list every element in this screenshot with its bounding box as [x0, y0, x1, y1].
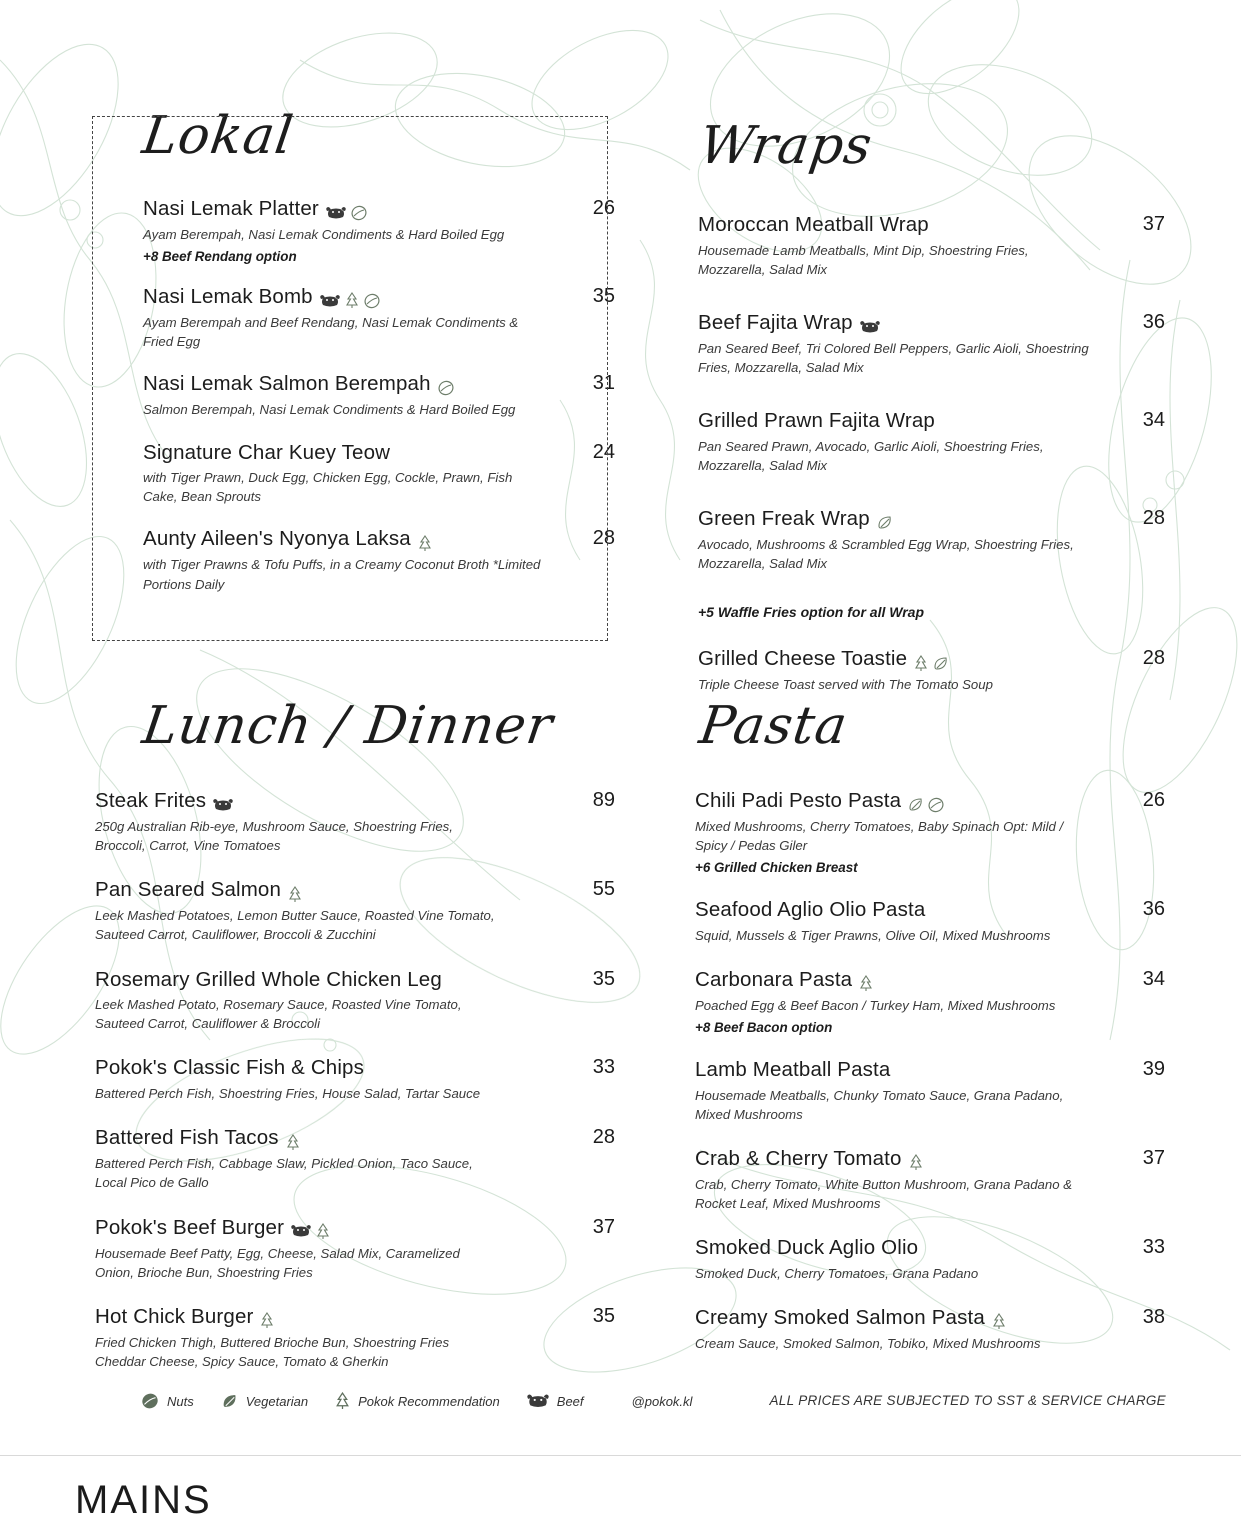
- item-name: Pokok's Classic Fish & Chips: [95, 1056, 364, 1080]
- item-description: Poached Egg & Beef Bacon / Turkey Ham, Mixed Mushrooms: [695, 998, 1056, 1014]
- item-name: Beef Fajita Wrap: [698, 310, 853, 334]
- item-description: Pan Seared Prawn, Avocado, Garlic Aioli, Shoestring Fries, Mozzarella, Salad Mix: [698, 438, 1044, 473]
- item-name: Carbonara Pasta: [695, 968, 853, 992]
- leaf-icon: [220, 1392, 239, 1410]
- menu-item[interactable]: [695, 1305, 1165, 1353]
- item-price: 28: [1142, 647, 1165, 670]
- menu-item[interactable]: [95, 1304, 615, 1371]
- item-price: 31: [592, 372, 615, 395]
- menu-item[interactable]: [695, 1057, 1165, 1124]
- cow-icon: [859, 320, 881, 334]
- menu-item[interactable]: [95, 788, 615, 855]
- legend-label: Nuts: [167, 1393, 194, 1409]
- item-name: Grilled Prawn Fajita Wrap: [698, 409, 935, 433]
- item-name: Green Freak Wrap: [698, 507, 870, 531]
- menu-item[interactable]: [698, 506, 1165, 573]
- item-name: Rosemary Grilled Whole Chicken Leg: [95, 967, 442, 991]
- menu-item[interactable]: [698, 408, 1165, 475]
- item-name: Grilled Cheese Toastie: [698, 647, 908, 671]
- item-price: 34: [1142, 409, 1165, 432]
- item-note: +8 Beef Rendang option: [143, 249, 297, 265]
- leaf-icon: [876, 514, 893, 531]
- item-price: 33: [592, 1056, 615, 1079]
- menu-item[interactable]: [95, 1215, 615, 1282]
- lunch-dinner-section: [95, 696, 615, 1393]
- item-icons: [907, 796, 948, 813]
- item-note: +6 Grilled Chicken Breast: [695, 860, 858, 876]
- item-description: with Tiger Prawn, Duck Egg, Chicken Egg, Cockle, Prawn, Fish Cake, Bean Sprouts: [143, 470, 513, 505]
- legend-label: Vegetarian: [245, 1393, 309, 1409]
- tree-icon: [334, 1392, 351, 1410]
- pasta-section: [695, 696, 1165, 1375]
- legend-entry-vegetarian: [220, 1392, 308, 1410]
- item-price: 26: [592, 197, 615, 219]
- menu-item[interactable]: [95, 877, 615, 944]
- leaf-icon: [907, 796, 924, 813]
- item-description: Mixed Mushrooms, Cherry Tomatoes, Baby Spinach Opt: Mild / Spicy / Pedas Giler: [695, 819, 1064, 854]
- pasta-item-list: [695, 788, 1165, 1353]
- cow-icon: [212, 798, 234, 812]
- item-name: Seafood Aglio Olio Pasta: [695, 898, 926, 922]
- wraps-item-list: [698, 212, 1165, 695]
- legend-entry-beef: [526, 1393, 584, 1409]
- item-description: Leek Mashed Potato, Rosemary Sauce, Roasted Vine Tomato, Sauteed Carrot, Cauliflower & Broccoli: [95, 997, 462, 1032]
- cow-icon: [290, 1224, 312, 1238]
- cow-icon: [526, 1393, 550, 1409]
- item-name: Hot Chick Burger: [95, 1304, 254, 1328]
- item-description: Ayam Berempah and Beef Rendang, Nasi Lemak Condiments & Fried Egg: [143, 315, 519, 350]
- item-icons: [290, 1223, 334, 1240]
- section-title-wraps: Wraps: [695, 116, 877, 176]
- menu-item[interactable]: [698, 310, 1165, 377]
- menu-item[interactable]: [695, 788, 1165, 875]
- item-name: Creamy Smoked Salmon Pasta: [695, 1306, 985, 1330]
- item-price: 35: [592, 285, 615, 308]
- tree-icon: [913, 655, 929, 672]
- item-description: Battered Perch Fish, Cabbage Slaw, Pickled Onion, Taco Sauce, Local Pico de Gallo: [95, 1156, 473, 1191]
- lunch-dinner-item-list: [95, 788, 615, 1371]
- item-price: 38: [1142, 1306, 1165, 1329]
- item-price: 39: [1142, 1058, 1165, 1081]
- item-name: Battered Fish Tacos: [95, 1126, 279, 1150]
- item-price: 28: [1142, 507, 1165, 530]
- item-icons: [287, 885, 306, 902]
- item-price: 36: [1142, 898, 1165, 921]
- item-price: 37: [592, 1215, 615, 1238]
- item-description: Cream Sauce, Smoked Salmon, Tobiko, Mixed Mushrooms: [695, 1336, 1041, 1352]
- item-price: 89: [592, 789, 615, 811]
- item-price: 24: [592, 440, 615, 463]
- item-icons: [285, 1133, 304, 1150]
- item-name: Lamb Meatball Pasta: [695, 1058, 891, 1082]
- wraps-section-note: +5 Waffle Fries option for all Wrap: [698, 604, 924, 621]
- item-description: Pan Seared Beef, Tri Colored Bell Peppers, Garlic Aioli, Shoestring Fries, Mozzarella, Salad Mix: [698, 340, 1089, 376]
- tree-icon: [315, 1223, 331, 1240]
- item-description: Housemade Meatballs, Chunky Tomato Sauce, Grana Padano, Mixed Mushrooms: [695, 1087, 1064, 1122]
- item-icons: [212, 796, 237, 813]
- item-description: Triple Cheese Toast served with The Tomato Soup: [698, 677, 993, 693]
- item-description: Salmon Berempah, Nasi Lemak Condiments & Hard Boiled Egg: [143, 402, 516, 418]
- item-name: Aunty Aileen's Nyonya Laksa: [143, 527, 411, 551]
- menu-item[interactable]: [95, 1055, 615, 1103]
- item-price: 28: [592, 527, 615, 550]
- menu-item[interactable]: [695, 967, 1165, 1035]
- menu-item[interactable]: [695, 1146, 1165, 1213]
- item-description: Avocado, Mushrooms & Scrambled Egg Wrap, Shoestring Fries, Mozzarella, Salad Mix: [698, 537, 1074, 572]
- item-description: Ayam Berempah, Nasi Lemak Condiments & Hard Boiled Egg: [143, 227, 505, 242]
- item-icons: [991, 1313, 1010, 1330]
- item-description: Housemade Beef Patty, Egg, Cheese, Salad Mix, Caramelized Onion, Brioche Bun, Shoestring Fries: [95, 1245, 460, 1280]
- menu-item[interactable]: [695, 897, 1165, 945]
- item-icons: [876, 514, 896, 531]
- item-description: Fried Chicken Thigh, Buttered Brioche Bun, Shoestring Fries Cheddar Cheese, Spicy Sauce, Tomato & Gherkin: [95, 1334, 450, 1369]
- item-name: Nasi Lemak Bomb: [143, 285, 313, 309]
- tree-icon: [908, 1154, 924, 1171]
- item-name: Crab & Cherry Tomato: [695, 1147, 902, 1171]
- sst-disclaimer: ALL PRICES ARE SUBJECTED TO SST & SERVICE CHARGE: [769, 1393, 1166, 1408]
- item-price: 35: [592, 967, 615, 990]
- section-title-lunch-dinner: Lunch / Dinner: [138, 696, 557, 756]
- item-icons: [858, 975, 877, 992]
- item-name: Steak Frites: [95, 789, 207, 812]
- item-name: Nasi Lemak Platter: [143, 197, 319, 220]
- item-description: Housemade Lamb Meatballs, Mint Dip, Shoestring Fries, Mozzarella, Salad Mix: [698, 242, 1029, 277]
- menu-item[interactable]: [695, 1235, 1165, 1283]
- item-description: Crab, Cherry Tomato, White Button Mushroom, Grana Padano & Rocket Leaf, Mixed Mushrooms: [695, 1177, 1072, 1212]
- footer-divider: [0, 1455, 1241, 1456]
- item-icons: [259, 1312, 278, 1329]
- item-description: 250g Australian Rib-eye, Mushroom Sauce, Shoestring Fries, Broccoli, Carrot, Vine Tomatoes: [95, 819, 453, 854]
- item-price: 35: [592, 1304, 615, 1327]
- wraps-section: [695, 116, 1165, 726]
- section-title-lokal: Lokal: [138, 106, 298, 166]
- legend-entry-recommendation: [334, 1392, 500, 1410]
- leaf-icon: [932, 655, 949, 672]
- legend-label: Beef: [556, 1393, 584, 1409]
- tree-icon: [991, 1313, 1007, 1330]
- legend-label: Pokok Recommendation: [358, 1393, 500, 1409]
- item-price: 26: [1142, 789, 1165, 811]
- item-name: Moroccan Meatball Wrap: [698, 213, 929, 236]
- item-icons: [859, 318, 884, 335]
- item-description: Smoked Duck, Cherry Tomatoes, Grana Padano: [695, 1266, 979, 1281]
- item-description: Battered Perch Fish, Shoestring Fries, House Salad, Tartar Sauce: [95, 1086, 481, 1102]
- menu-item[interactable]: [95, 967, 615, 1034]
- tree-icon: [287, 886, 303, 903]
- page-title: MAINS: [75, 1478, 212, 1522]
- legend: [140, 1392, 692, 1410]
- item-name: Chili Padi Pesto Pasta: [695, 789, 902, 812]
- item-icons: [913, 654, 952, 671]
- item-note: +8 Beef Bacon option: [695, 1020, 833, 1036]
- tree-icon: [858, 975, 874, 992]
- item-price: 37: [1142, 213, 1165, 235]
- item-name: Signature Char Kuey Teow: [143, 440, 391, 464]
- nut-icon: [927, 797, 945, 813]
- tree-icon: [285, 1134, 301, 1151]
- item-price: 37: [1142, 1147, 1165, 1170]
- item-price: 55: [592, 878, 615, 901]
- menu-item[interactable]: [698, 212, 1165, 279]
- tree-icon: [259, 1312, 275, 1329]
- item-name: Pokok's Beef Burger: [95, 1215, 285, 1239]
- menu-item[interactable]: [698, 646, 1165, 694]
- item-icons: [908, 1154, 927, 1171]
- item-description: Squid, Mussels & Tiger Prawns, Olive Oil, Mixed Mushrooms: [695, 927, 1051, 943]
- lokal-highlight-box: [92, 116, 608, 641]
- item-description: Leek Mashed Potatoes, Lemon Butter Sauce, Roasted Vine Tomato, Sauteed Carrot, Cauliflower, Broccoli & Zucchini: [95, 908, 495, 943]
- item-price: 34: [1142, 968, 1165, 991]
- menu-item[interactable]: [95, 1125, 615, 1192]
- item-name: Pan Seared Salmon: [95, 878, 282, 902]
- item-name: Nasi Lemak Salmon Berempah: [143, 372, 431, 396]
- legend-entry-nuts: [140, 1392, 194, 1410]
- item-price: 33: [1142, 1236, 1165, 1259]
- item-price: 28: [592, 1126, 615, 1149]
- item-name: Smoked Duck Aglio Olio: [695, 1236, 919, 1260]
- item-description: with Tiger Prawns & Tofu Puffs, in a Creamy Coconut Broth *Limited Portions Daily: [143, 557, 541, 592]
- nut-icon: [140, 1392, 160, 1410]
- social-handle[interactable]: @pokok.kl: [631, 1393, 693, 1409]
- section-title-pasta: Pasta: [695, 696, 852, 756]
- item-price: 36: [1142, 310, 1165, 333]
